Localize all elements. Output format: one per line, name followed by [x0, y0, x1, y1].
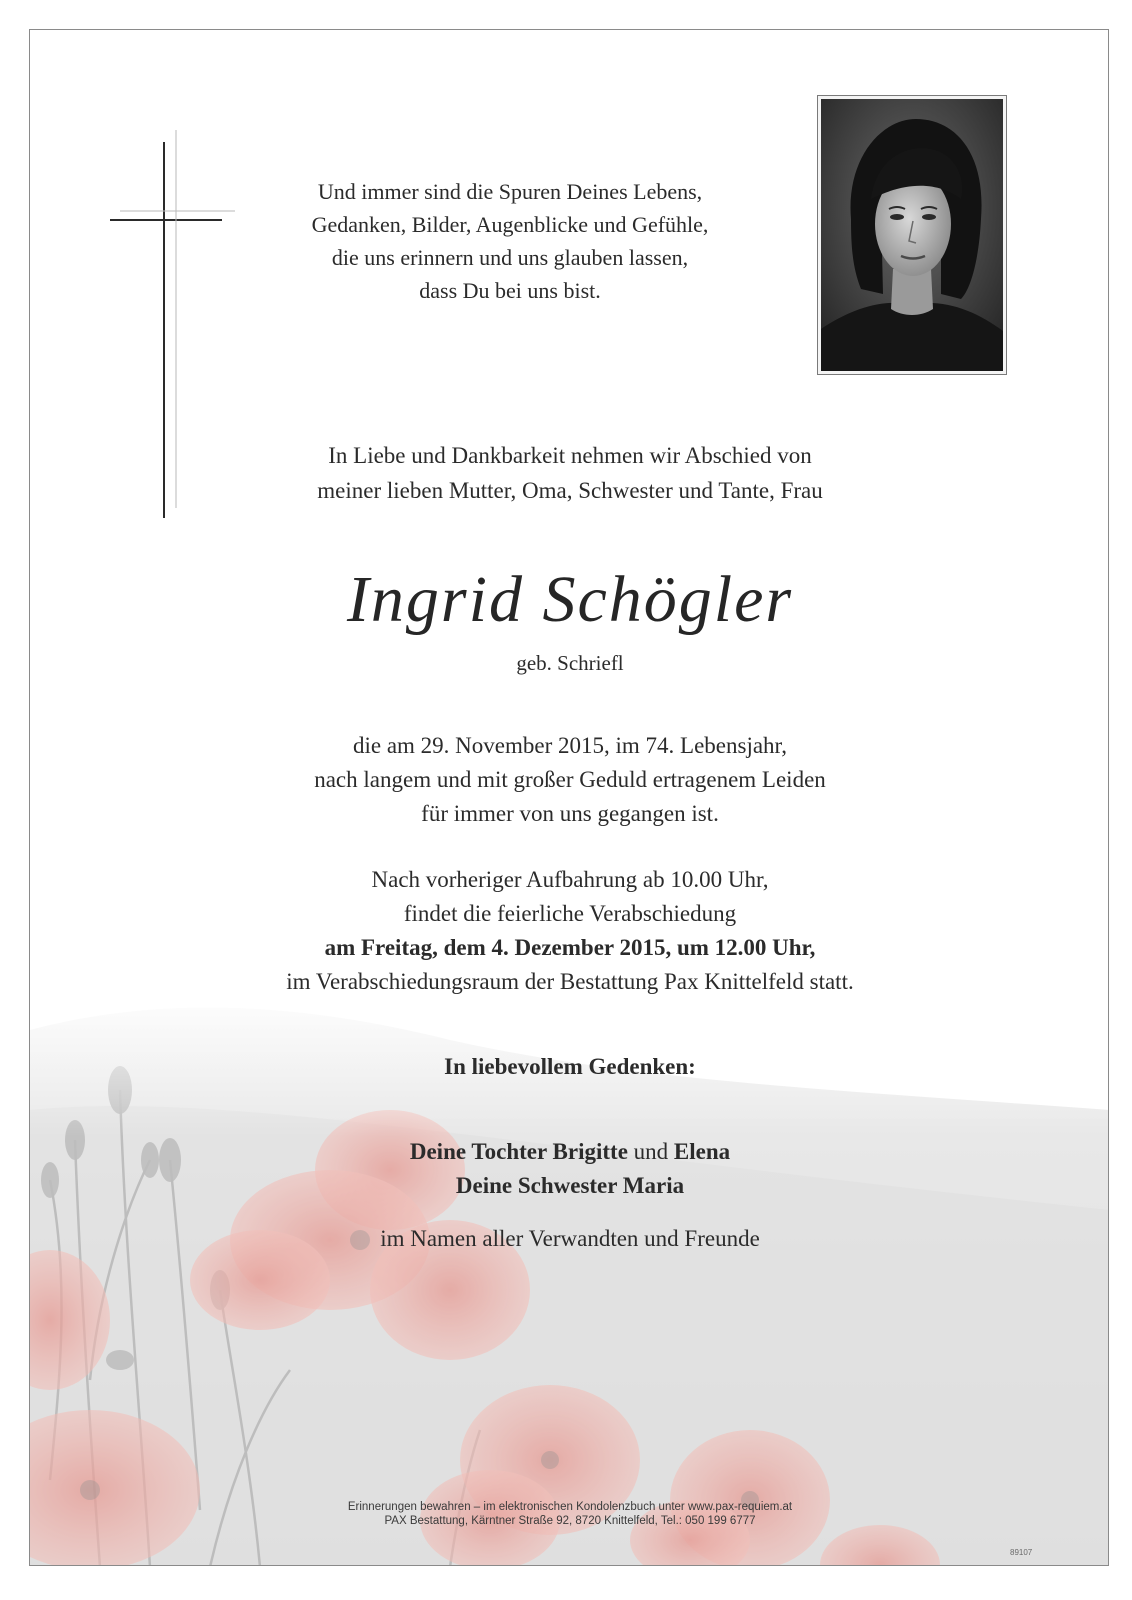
death-line: nach langem und mit großer Geduld ertragenem Leiden	[314, 767, 826, 792]
granddaughter-name: Elena	[673, 1139, 731, 1164]
ceremony-date: am Freitag, dem 4. Dezember 2015, um 12.00 Uhr,	[324, 935, 816, 960]
daughter-name: Deine Tochter Brigitte	[409, 1139, 628, 1164]
family-line-sister	[30, 1169, 1109, 1203]
ceremony-line: Nach vorheriger Aufbahrung ab 10.00 Uhr,	[371, 867, 769, 892]
form-code: 89107	[1010, 1548, 1033, 1557]
poem-line: die uns erinnern und uns glauben lassen,	[331, 245, 689, 270]
poem-line: Und immer sind die Spuren Deines Lebens,	[317, 179, 703, 204]
death-line: für immer von uns gegangen ist.	[421, 801, 719, 826]
footer-address: PAX Bestattung, Kärntner Straße 92, 8720 Knittelfeld, Tel.: 050 199 6777	[384, 1515, 756, 1527]
family-line-daughters	[30, 1135, 1109, 1169]
intro-line: meiner lieben Mutter, Oma, Schwester und Tante, Frau	[317, 478, 823, 503]
farewell-intro	[30, 438, 1109, 508]
ceremony-details	[30, 863, 1109, 999]
ceremony-line: findet die feierliche Verabschiedung	[403, 901, 737, 926]
deceased-name: Ingrid Schögler	[346, 563, 794, 636]
ceremony-location: im Verabschiedungsraum der Bestattung Pax Knittelfeld statt.	[286, 969, 854, 994]
death-line: die am 29. November 2015, im 74. Lebensjahr,	[352, 733, 788, 758]
death-details	[30, 729, 1109, 831]
portrait-photo	[817, 95, 1007, 375]
and-word: und	[627, 1139, 674, 1164]
memory-heading: In liebevollem Gedenken:	[444, 1054, 696, 1079]
maiden-name: geb. Schriefl	[516, 651, 624, 675]
family-signatures	[30, 1135, 1109, 1203]
relatives-note: im Namen aller Verwandten und Freunde	[380, 1226, 760, 1251]
footer-condolence-link: Erinnerungen bewahren – im elektronischen Kondolenzbuch unter www.pax-requiem.at	[347, 1501, 793, 1513]
poem	[210, 175, 810, 307]
intro-line: In Liebe und Dankbarkeit nehmen wir Abschied von	[328, 443, 812, 468]
poem-line: Gedanken, Bilder, Augenblicke und Gefühle,	[311, 212, 709, 237]
obituary-card	[29, 29, 1109, 1566]
sister-name: Deine Schwester Maria	[455, 1173, 685, 1198]
poem-line: dass Du bei uns bist.	[419, 278, 601, 303]
